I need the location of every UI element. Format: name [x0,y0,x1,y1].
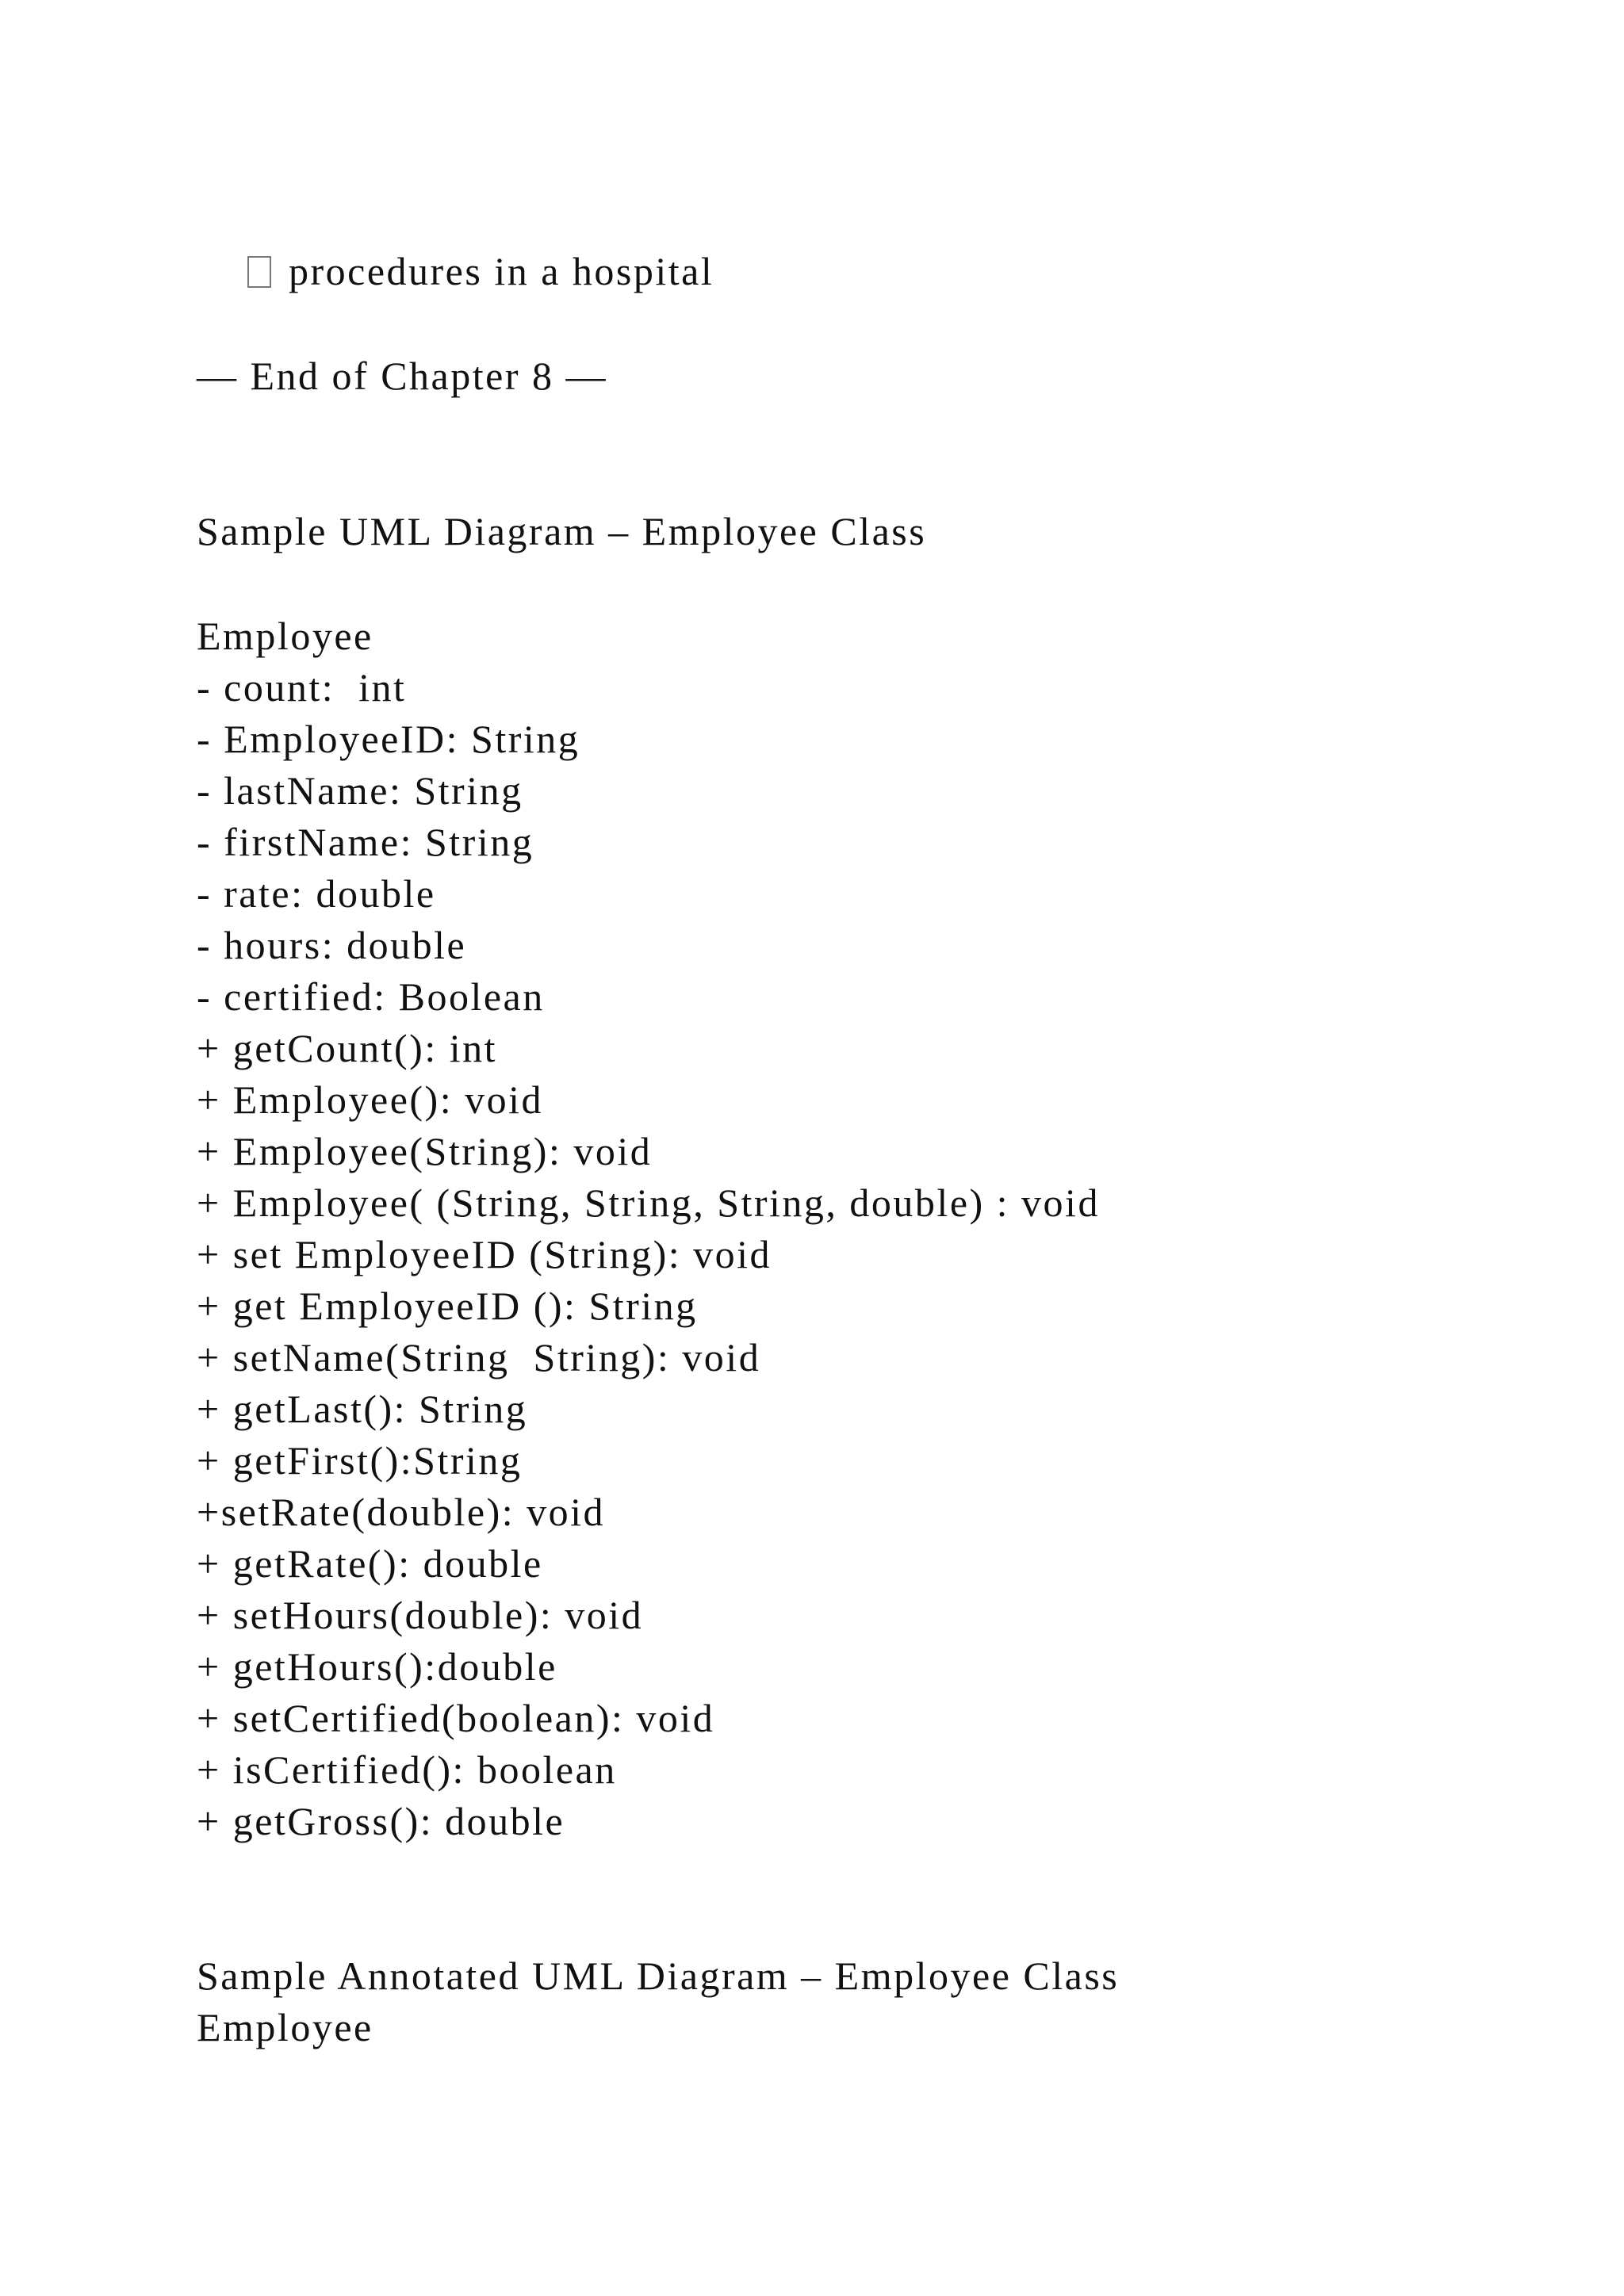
uml-method: + Employee(String): void [197,1129,653,1173]
uml-attribute: - hours: double [197,923,467,967]
uml-attribute: - certified: Boolean [197,974,545,1019]
uml-method: + Employee(): void [197,1077,543,1122]
uml-method: + getLast(): String [197,1387,528,1431]
uml-method: +setRate(double): void [197,1490,606,1534]
uml-method: + get EmployeeID (): String [197,1284,698,1328]
uml-attribute: - EmployeeID: String [197,717,580,761]
uml-method: + getRate(): double [197,1541,543,1586]
uml-method: + isCertified(): boolean [197,1747,617,1792]
chapter-end-marker: — End of Chapter 8 — [197,354,607,398]
uml-method: + getGross(): double [197,1799,565,1843]
uml-attribute: - lastName: String [197,768,523,813]
uml-method: + Employee( (String, String, String, double) : void [197,1181,1100,1225]
uml-attribute: - rate: double [197,871,436,916]
bullet-text: procedures in a hospital [289,249,714,293]
bullet-item [200,195,714,347]
uml-method: + setHours(double): void [197,1593,644,1637]
section-title: Sample Annotated UML Diagram – Employee Class [197,1954,1120,1998]
uml-class-name: Employee [197,2005,373,2049]
missing-glyph-box-icon [247,256,271,288]
uml-method: + set EmployeeID (String): void [197,1232,772,1276]
uml-method: + getHours():double [197,1644,557,1689]
uml-method: + getFirst():String [197,1438,523,1483]
uml-attribute: - count: int [197,665,407,710]
uml-method: + setName(String String): void [197,1335,761,1380]
uml-attribute: - firstName: String [197,820,534,864]
section-title: Sample UML Diagram – Employee Class [197,509,927,553]
uml-method: + getCount(): int [197,1026,497,1070]
uml-method: + setCertified(boolean): void [197,1696,715,1740]
uml-class-name: Employee [197,614,373,658]
